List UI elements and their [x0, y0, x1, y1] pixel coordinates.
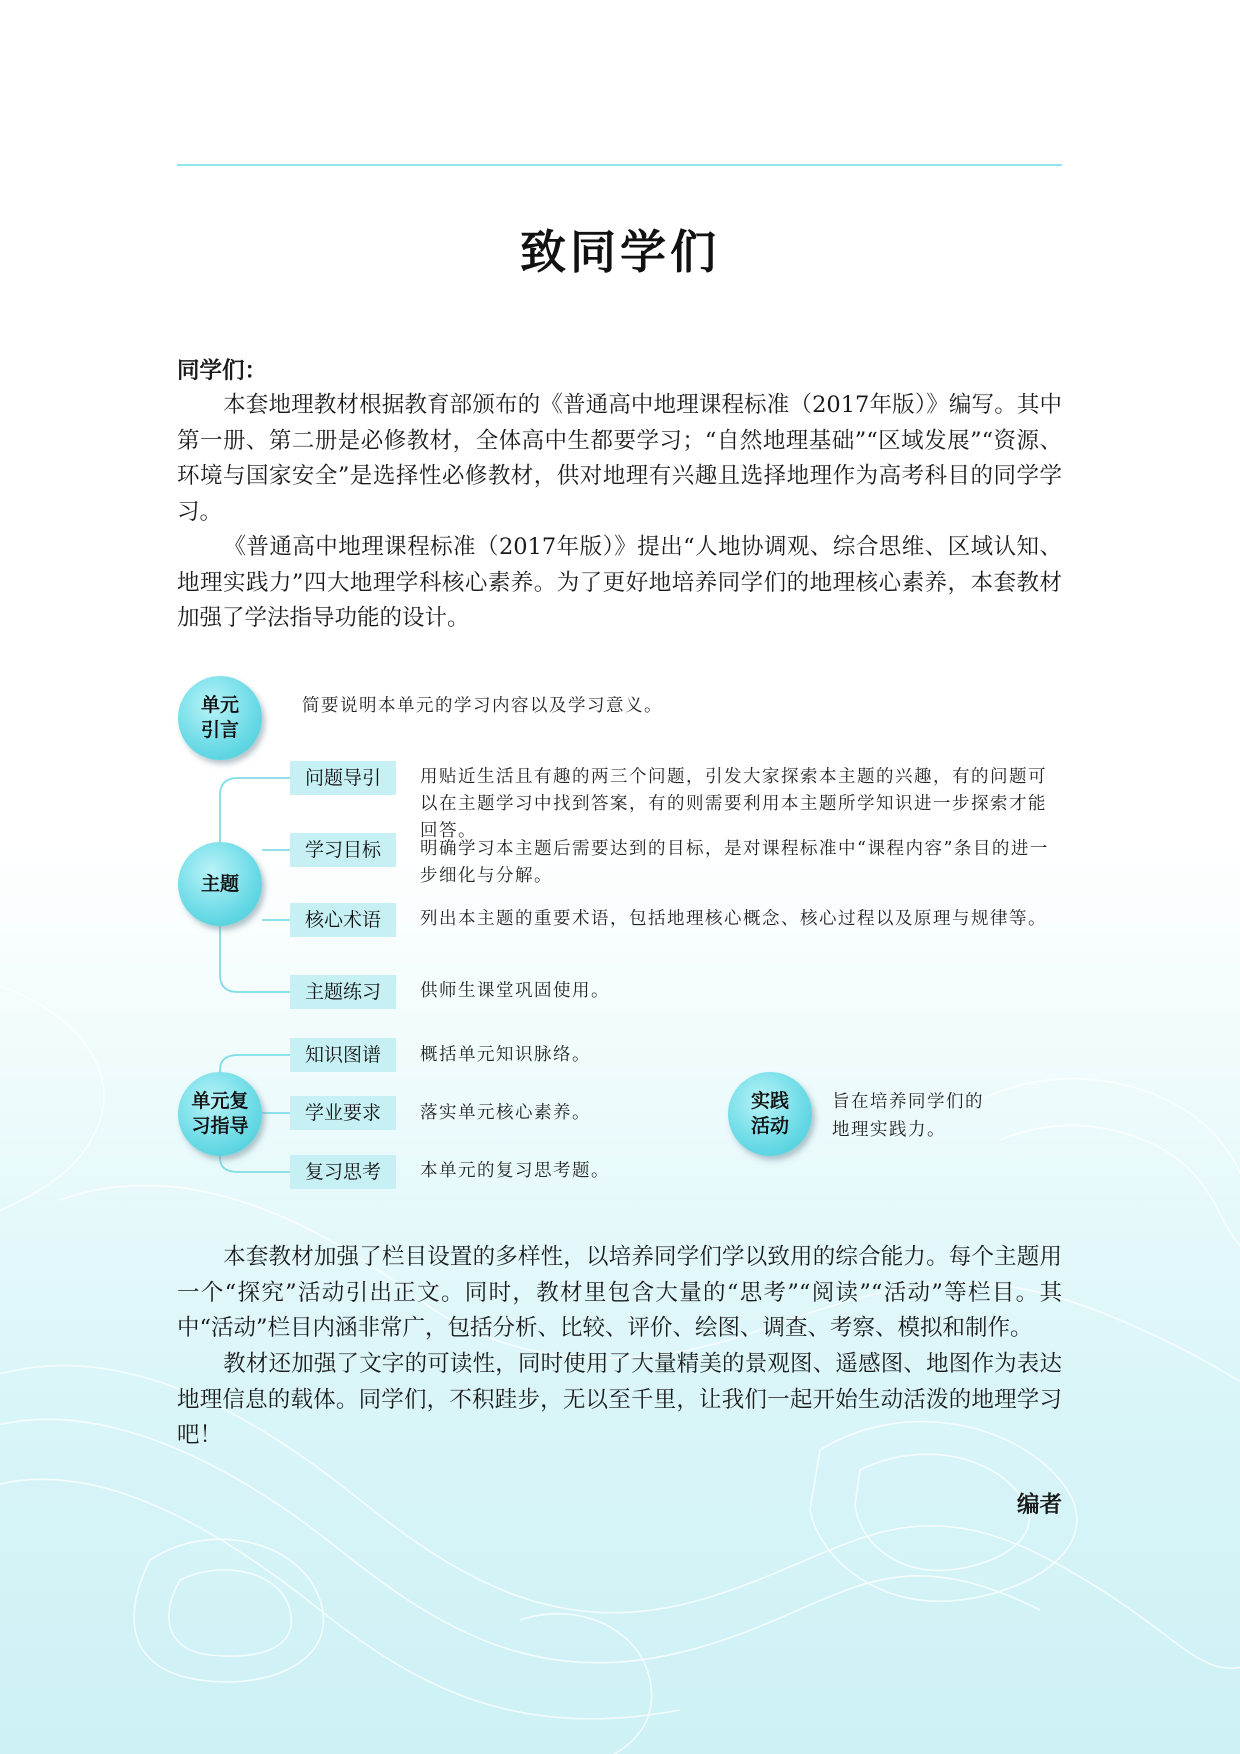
- theme-circle: 主题: [178, 842, 262, 926]
- practice-activity-circle: 实践 活动: [728, 1072, 812, 1156]
- core-terms-description: 列出本主题的重要术语，包括地理核心概念、核心过程以及原理与规律等。: [420, 909, 1047, 929]
- academic-requirements-description: 落实单元核心素养。: [420, 1103, 591, 1123]
- intro-paragraph-2: 《普通高中地理课程标准（2017年版）》提出“人地协调观、综合思维、区域认知、地理实践力”四大地理学科核心素养。为了更好地培养同学们的地理核心素养，本套教材加强了学法指导功能的设计。: [177, 534, 1062, 631]
- closing-paragraph-1: 本套教材加强了栏目设置的多样性，以培养同学们学以致用的综合能力。每个主题用一个“探究”活动引出正文。同时，教材里包含大量的“思考”“阅读”“活动”等栏目。其中“活动”栏目内涵非常广，包括分析、比较、评价、绘图、调查、考察、模拟和制作。: [177, 1244, 1062, 1341]
- tag-core-terms: 核心术语: [290, 903, 396, 937]
- tag-theme-exercise: 主题练习: [290, 975, 396, 1009]
- knowledge-map-description: 概括单元知识脉络。: [420, 1045, 591, 1065]
- unit-intro-description: 简要说明本单元的学习内容以及学习意义。: [302, 696, 663, 716]
- top-rule: [177, 164, 1062, 166]
- intro-paragraph-1: 本套地理教材根据教育部颁布的《普通高中地理课程标准（2017年版）》编写。其中第一册、第二册是必修教材，全体高中生都要学习；“自然地理基础”“区域发展”“资源、环境与国家安全”是选择性必修教材，供对地理有兴趣且选择地理作为高考科目的同学学习。: [177, 392, 1062, 525]
- theme-exercise-description: 供师生课堂巩固使用。: [420, 981, 610, 1001]
- greeting: 同学们：: [177, 358, 268, 384]
- tag-academic-requirements: 学业要求: [290, 1096, 396, 1130]
- closing-paragraph-2: 教材还加强了文字的可读性，同时使用了大量精美的景观图、遥感图、地图作为表达地理信息的载体。同学们，不积跬步，无以至千里，让我们一起开始生动活泼的地理学习吧！: [177, 1351, 1062, 1448]
- question-guide-description: 用贴近生活且有趣的两三个问题，引发大家探索本主题的兴趣，有的问题可以在主题学习中找到答案，有的则需要利用本主题所学知识进一步探索才能回答。: [420, 767, 1047, 841]
- tag-question-guide: 问题导引: [290, 761, 396, 795]
- learning-goals-description: 明确学习本主题后需要达到的目标，是对课程标准中“课程内容”条目的进一步细化与分解。: [420, 839, 1049, 886]
- tag-knowledge-map: 知识图谱: [290, 1038, 396, 1072]
- unit-review-circle: 单元复 习指导: [178, 1072, 262, 1156]
- page-title: 致同学们: [520, 225, 720, 279]
- review-questions-description: 本单元的复习思考题。: [420, 1161, 610, 1181]
- signature: 编者: [1016, 1492, 1062, 1518]
- tag-review-questions: 复习思考: [290, 1155, 396, 1189]
- tag-learning-goals: 学习目标: [290, 833, 396, 867]
- practice-activity-description: 旨在培养同学们的 地理实践力。: [832, 1092, 984, 1140]
- unit-intro-circle: 单元 引言: [178, 676, 262, 760]
